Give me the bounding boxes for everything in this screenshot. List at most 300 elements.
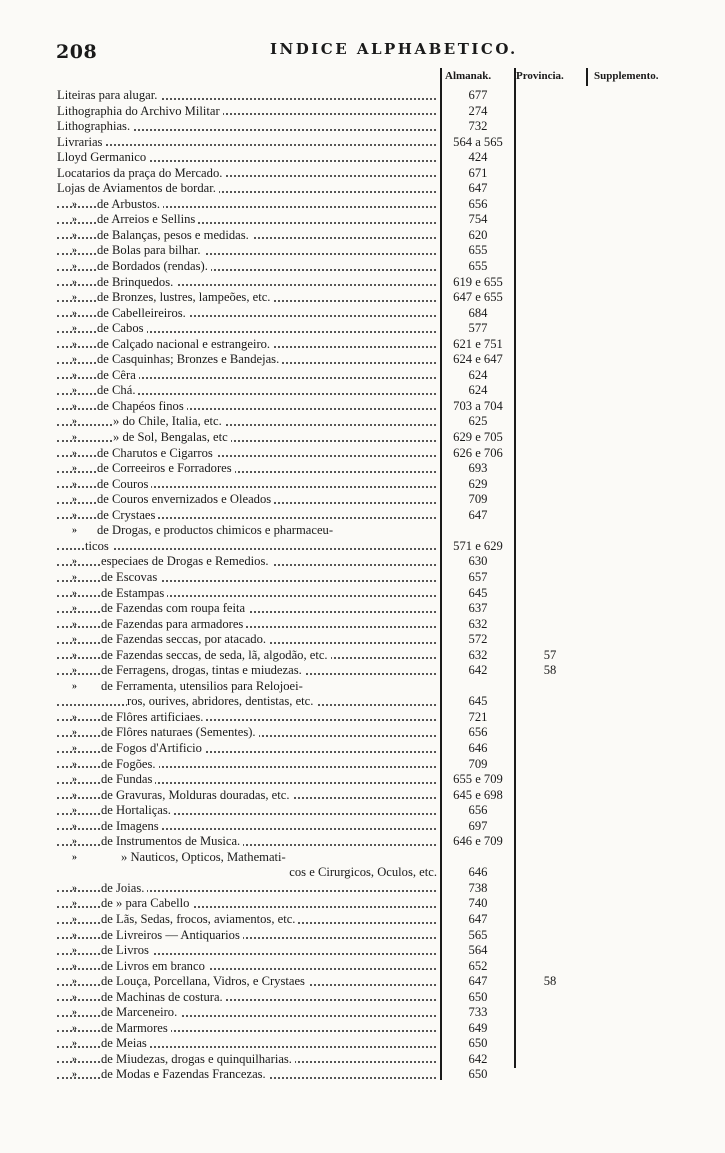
ditto-mark: » bbox=[72, 1007, 77, 1019]
almanak-page: 632 bbox=[468, 647, 488, 662]
provincia-page: 58 bbox=[543, 974, 557, 989]
entry-text: de Casquinhas; Bronzes e Bandejas. bbox=[97, 352, 282, 366]
entry-text: Lloyd Germanico bbox=[57, 150, 149, 164]
ditto-mark: » bbox=[72, 525, 77, 537]
ditto-mark: » bbox=[72, 1022, 77, 1034]
index-row bbox=[0, 648, 725, 664]
entry-text: de Meias bbox=[101, 1036, 150, 1050]
index-row bbox=[0, 337, 725, 353]
almanak-page: 754 bbox=[468, 212, 488, 227]
almanak-page: 656 bbox=[468, 725, 488, 740]
index-row bbox=[0, 212, 725, 228]
entry-label bbox=[57, 150, 440, 166]
ditto-mark: » bbox=[72, 463, 77, 475]
entry-text: de Estampas bbox=[101, 586, 167, 600]
entry-label bbox=[57, 243, 440, 259]
index-row bbox=[0, 150, 725, 166]
index-row bbox=[0, 601, 725, 617]
almanak-page: 697 bbox=[468, 818, 488, 833]
almanak-page: 564 bbox=[468, 943, 488, 958]
entry-text: de Chapéos finos bbox=[97, 399, 187, 413]
entry-text: de Fogões. bbox=[101, 757, 159, 771]
entry-label bbox=[57, 881, 440, 897]
entry-label bbox=[57, 88, 440, 104]
entry-label bbox=[57, 788, 440, 804]
ditto-mark: » bbox=[72, 369, 77, 381]
entry-label bbox=[57, 135, 440, 151]
ditto-mark: » bbox=[72, 960, 77, 972]
running-title: INDICE ALPHABETICO. bbox=[270, 40, 518, 58]
ditto-mark: » bbox=[72, 509, 77, 521]
entry-label bbox=[57, 850, 440, 866]
entry-text: de Fazendas seccas, de seda, lã, algodão, etc. bbox=[101, 648, 331, 662]
almanak-page: 650 bbox=[468, 1067, 488, 1082]
entry-label bbox=[57, 197, 440, 213]
entry-label bbox=[57, 694, 440, 710]
entry-text: de Bordados (rendas). bbox=[97, 259, 211, 273]
index-row bbox=[0, 259, 725, 275]
index-row bbox=[0, 896, 725, 912]
almanak-page: 677 bbox=[468, 88, 488, 102]
almanak-page: 657 bbox=[468, 569, 488, 584]
entry-text: de Louça, Porcellana, Vidros, e Crystaes bbox=[101, 974, 308, 988]
almanak-page: 577 bbox=[468, 321, 488, 336]
ditto-mark: » bbox=[72, 478, 77, 490]
entry-text: de Cêra bbox=[97, 368, 139, 382]
entry-label bbox=[57, 990, 440, 1006]
ditto-mark: » bbox=[72, 929, 77, 941]
entry-label bbox=[57, 477, 440, 493]
almanak-page: 645 bbox=[468, 694, 488, 709]
almanak-page: 642 bbox=[468, 663, 488, 678]
entry-label bbox=[57, 414, 440, 430]
entry-label bbox=[57, 772, 440, 788]
entry-label bbox=[57, 539, 440, 555]
almanak-page: 621 e 751 bbox=[453, 336, 503, 351]
entry-label bbox=[57, 648, 440, 664]
almanak-page: 619 e 655 bbox=[453, 274, 503, 289]
almanak-page: 671 bbox=[468, 165, 488, 180]
index-row bbox=[0, 710, 725, 726]
entry-label bbox=[57, 383, 440, 399]
column-header-provincia: Provincia. bbox=[516, 70, 564, 82]
ditto-mark: » bbox=[72, 276, 77, 288]
entry-label bbox=[57, 212, 440, 228]
provincia-page: 58 bbox=[543, 663, 557, 678]
index-row bbox=[0, 1021, 725, 1037]
index-row bbox=[0, 881, 725, 897]
ditto-mark: » bbox=[72, 323, 77, 335]
entry-text: de Modas e Fazendas Francezas. bbox=[101, 1067, 269, 1081]
entry-label bbox=[57, 181, 440, 197]
entry-text: de Bronzes, lustres, lampeões, etc. bbox=[97, 290, 273, 304]
almanak-page: 424 bbox=[468, 150, 488, 165]
index-row bbox=[0, 679, 725, 695]
page-number: 208 bbox=[56, 41, 98, 63]
entry-label bbox=[57, 865, 440, 881]
ditto-mark: » bbox=[72, 556, 77, 568]
entry-label bbox=[57, 290, 440, 306]
entry-text: de Joias. bbox=[101, 881, 147, 895]
almanak-page: 647 bbox=[468, 507, 488, 522]
provincia-page: 57 bbox=[543, 647, 557, 662]
entry-text: de Balanças, pesos e medidas. bbox=[97, 228, 252, 242]
entry-text: de Arreios e Sellins bbox=[97, 212, 198, 226]
index-row bbox=[0, 166, 725, 182]
entry-label bbox=[57, 461, 440, 477]
entry-text: de Bolas para bilhar. bbox=[97, 243, 204, 257]
almanak-page: 684 bbox=[468, 305, 488, 320]
entry-text: de Couros bbox=[97, 477, 151, 491]
index-row bbox=[0, 446, 725, 462]
almanak-page: 625 bbox=[468, 414, 488, 429]
index-row bbox=[0, 275, 725, 291]
entry-text: de Fazendas para armadores bbox=[101, 617, 246, 631]
entry-label bbox=[57, 275, 440, 291]
entry-label bbox=[57, 679, 440, 695]
index-row bbox=[0, 539, 725, 555]
entry-text: de Charutos e Cigarros bbox=[97, 446, 216, 460]
index-row bbox=[0, 321, 725, 337]
entry-text: » do Chile, Italia, etc. bbox=[113, 414, 225, 428]
ditto-mark: » bbox=[72, 742, 77, 754]
entry-text: de Livreiros — Antiquarios bbox=[101, 928, 243, 942]
ditto-mark: » bbox=[72, 385, 77, 397]
ditto-mark: » bbox=[72, 774, 77, 786]
entry-text: » de Sol, Bengalas, etc bbox=[113, 430, 231, 444]
index-row bbox=[0, 523, 725, 539]
index-row bbox=[0, 803, 725, 819]
entry-label bbox=[57, 430, 440, 446]
entry-label bbox=[57, 601, 440, 617]
entry-label bbox=[57, 104, 440, 120]
almanak-page: 709 bbox=[468, 756, 488, 771]
almanak-page: 703 a 704 bbox=[453, 398, 503, 413]
ditto-mark: » bbox=[72, 292, 77, 304]
entry-label bbox=[57, 896, 440, 912]
entry-label bbox=[57, 1052, 440, 1068]
index-row bbox=[0, 477, 725, 493]
ditto-mark: » bbox=[72, 1069, 77, 1081]
entry-text: de Arbustos. bbox=[97, 197, 163, 211]
ditto-mark: » bbox=[72, 603, 77, 615]
entry-text: de Marceneiro. bbox=[101, 1005, 180, 1019]
index-row bbox=[0, 1036, 725, 1052]
almanak-page: 646 e 709 bbox=[453, 834, 503, 849]
ditto-mark: » bbox=[72, 711, 77, 723]
entry-text: de Gravuras, Molduras douradas, etc. bbox=[101, 788, 293, 802]
entry-text: de Livros em branco bbox=[101, 959, 208, 973]
index-row bbox=[0, 943, 725, 959]
entry-text: de Flôres artificiaes. bbox=[101, 710, 206, 724]
almanak-page: 732 bbox=[468, 119, 488, 134]
entry-label bbox=[57, 492, 440, 508]
index-row bbox=[0, 290, 725, 306]
index-row bbox=[0, 508, 725, 524]
ditto-mark: » bbox=[72, 913, 77, 925]
entry-label bbox=[57, 725, 440, 741]
almanak-page: 652 bbox=[468, 958, 488, 973]
index-row bbox=[0, 492, 725, 508]
index-row bbox=[0, 725, 725, 741]
ditto-mark: » bbox=[72, 338, 77, 350]
entry-label bbox=[57, 508, 440, 524]
index-row bbox=[0, 1067, 725, 1083]
index-row bbox=[0, 617, 725, 633]
entry-label bbox=[57, 1005, 440, 1021]
index-row bbox=[0, 974, 725, 990]
index-row bbox=[0, 570, 725, 586]
almanak-page: 642 bbox=[468, 1051, 488, 1066]
entry-text: Lithographia do Archivo Militar bbox=[57, 104, 223, 118]
index-row bbox=[0, 430, 725, 446]
index-row bbox=[0, 663, 725, 679]
almanak-page: 647 bbox=[468, 911, 488, 926]
ditto-mark: » bbox=[72, 400, 77, 412]
ditto-mark: » bbox=[72, 649, 77, 661]
almanak-page: 738 bbox=[468, 880, 488, 895]
entry-label bbox=[57, 446, 440, 462]
ditto-mark: » bbox=[72, 447, 77, 459]
entry-text: ros, ourives, abridores, dentistas, etc. bbox=[127, 694, 316, 708]
entry-label bbox=[57, 337, 440, 353]
almanak-page: 647 e 655 bbox=[453, 290, 503, 305]
index-row bbox=[0, 554, 725, 570]
entry-text: de Fazendas com roupa feita bbox=[101, 601, 248, 615]
entry-text: de Drogas, e productos chimicos e pharmaceu- bbox=[97, 523, 336, 537]
index-row bbox=[0, 104, 725, 120]
entry-text: de Crystaes bbox=[97, 508, 158, 522]
entry-text: de Ferramenta, utensilios para Relojoei- bbox=[101, 679, 306, 693]
ditto-mark: » bbox=[72, 214, 77, 226]
entry-label bbox=[57, 1021, 440, 1037]
ditto-mark: » bbox=[72, 229, 77, 241]
almanak-page: 709 bbox=[468, 492, 488, 507]
entry-label bbox=[57, 352, 440, 368]
entry-label bbox=[57, 819, 440, 835]
ditto-mark: » bbox=[72, 882, 77, 894]
almanak-page: 655 bbox=[468, 259, 488, 274]
almanak-page: 645 bbox=[468, 585, 488, 600]
entry-text: de Fazendas seccas, por atacado. bbox=[101, 632, 269, 646]
index-row bbox=[0, 850, 725, 866]
almanak-page: 645 e 698 bbox=[453, 787, 503, 802]
column-header-supplemento: Supplemento. bbox=[594, 70, 659, 82]
entry-label bbox=[57, 617, 440, 633]
ditto-mark: » bbox=[72, 851, 77, 863]
almanak-page: 740 bbox=[468, 896, 488, 911]
index-row bbox=[0, 383, 725, 399]
ditto-mark: » bbox=[72, 198, 77, 210]
index-row bbox=[0, 197, 725, 213]
entry-text: de Fogos d'Artificio bbox=[101, 741, 205, 755]
ditto-mark: » bbox=[72, 680, 77, 692]
almanak-page: 624 bbox=[468, 367, 488, 382]
index-row bbox=[0, 306, 725, 322]
almanak-page: 647 bbox=[468, 181, 488, 196]
almanak-page: 650 bbox=[468, 989, 488, 1004]
entry-label bbox=[57, 306, 440, 322]
entry-text: Locatarios da praça do Mercado. bbox=[57, 166, 225, 180]
ditto-mark: » bbox=[72, 416, 77, 428]
entry-label bbox=[57, 834, 440, 850]
ditto-mark: » bbox=[72, 618, 77, 630]
almanak-page: 656 bbox=[468, 803, 488, 818]
entry-text: de Ferragens, drogas, tintas e miudezas. bbox=[101, 663, 305, 677]
almanak-page: 565 bbox=[468, 927, 488, 942]
index-row bbox=[0, 228, 725, 244]
entry-label bbox=[57, 399, 440, 415]
almanak-page: 721 bbox=[468, 709, 488, 724]
almanak-page: 629 e 705 bbox=[453, 430, 503, 445]
entry-text: de Livros bbox=[101, 943, 152, 957]
index-row bbox=[0, 1052, 725, 1068]
index-row bbox=[0, 1005, 725, 1021]
ditto-mark: » bbox=[72, 494, 77, 506]
ditto-mark: » bbox=[72, 665, 77, 677]
index-row bbox=[0, 912, 725, 928]
entry-text: de » para Cabello bbox=[101, 896, 192, 910]
entry-text: de Miudezas, drogas e quinquilharias. bbox=[101, 1052, 295, 1066]
ditto-mark: » bbox=[72, 354, 77, 366]
entry-text: de Marmores bbox=[101, 1021, 171, 1035]
ditto-mark: » bbox=[72, 307, 77, 319]
entry-text: de Calçado nacional e estrangeiro. bbox=[97, 337, 273, 351]
almanak-page: 274 bbox=[468, 103, 488, 118]
entry-text: de Imagens bbox=[101, 819, 162, 833]
index-row bbox=[0, 243, 725, 259]
entry-label bbox=[57, 166, 440, 182]
ditto-mark: » bbox=[72, 805, 77, 817]
almanak-page: 632 bbox=[468, 616, 488, 631]
index-row bbox=[0, 788, 725, 804]
index-row bbox=[0, 741, 725, 757]
ditto-mark: » bbox=[72, 245, 77, 257]
almanak-page: 626 e 706 bbox=[453, 445, 503, 460]
entry-label bbox=[57, 663, 440, 679]
index-row bbox=[0, 586, 725, 602]
index-row bbox=[0, 757, 725, 773]
almanak-page: 630 bbox=[468, 554, 488, 569]
entry-label bbox=[57, 570, 440, 586]
entry-label bbox=[57, 1067, 440, 1083]
entry-text: de Lãs, Sedas, frocos, aviamentos, etc. bbox=[101, 912, 298, 926]
almanak-page: 655 bbox=[468, 243, 488, 258]
entry-text: de Instrumentos de Musica. bbox=[101, 834, 243, 848]
almanak-page: 646 bbox=[468, 740, 488, 755]
ditto-mark: » bbox=[72, 945, 77, 957]
almanak-page: 564 a 565 bbox=[453, 134, 503, 149]
entry-text: Lithographias. bbox=[57, 119, 133, 133]
index-row bbox=[0, 414, 725, 430]
entry-label bbox=[57, 523, 440, 539]
entry-label bbox=[57, 943, 440, 959]
ditto-mark: » bbox=[72, 976, 77, 988]
column-rule-3 bbox=[586, 68, 588, 86]
entry-label bbox=[57, 912, 440, 928]
ditto-mark: » bbox=[72, 758, 77, 770]
entry-label bbox=[57, 974, 440, 990]
index-row bbox=[0, 772, 725, 788]
ditto-mark: » bbox=[72, 789, 77, 801]
entry-text: especiaes de Drogas e Remedios. bbox=[101, 554, 272, 568]
ditto-mark: » bbox=[72, 587, 77, 599]
entry-text: de Chá. bbox=[97, 383, 138, 397]
entry-text: Lojas de Aviamentos de bordar. bbox=[57, 181, 219, 195]
ditto-mark: » bbox=[72, 820, 77, 832]
entry-text: de Correeiros e Forradores bbox=[97, 461, 235, 475]
index-row bbox=[0, 819, 725, 835]
index-row bbox=[0, 181, 725, 197]
ditto-mark: » bbox=[72, 836, 77, 848]
ditto-mark: » bbox=[72, 634, 77, 646]
index-row bbox=[0, 352, 725, 368]
entry-label bbox=[57, 741, 440, 757]
index-row bbox=[0, 834, 725, 850]
entry-text: de Hortaliças. bbox=[101, 803, 174, 817]
almanak-page: 693 bbox=[468, 461, 488, 476]
index-row bbox=[0, 694, 725, 710]
entry-label bbox=[57, 119, 440, 135]
almanak-page: 655 e 709 bbox=[453, 772, 503, 787]
index-row bbox=[0, 368, 725, 384]
almanak-page: 624 bbox=[468, 383, 488, 398]
ditto-mark: » bbox=[72, 991, 77, 1003]
almanak-page: 629 bbox=[468, 476, 488, 491]
column-header-almanak: Almanak. bbox=[445, 70, 492, 82]
entry-label bbox=[57, 228, 440, 244]
entry-text: de Flôres naturaes (Sementes). bbox=[101, 725, 259, 739]
entry-label bbox=[57, 368, 440, 384]
almanak-page: 637 bbox=[468, 601, 488, 616]
entry-text: de Couros envernizados e Oleados bbox=[97, 492, 274, 506]
ditto-mark: » bbox=[72, 261, 77, 273]
almanak-page: 647 bbox=[468, 974, 488, 989]
entry-text: de Fundas bbox=[101, 772, 155, 786]
ditto-mark: » bbox=[72, 432, 77, 444]
entry-text: de Cabelleireiros. bbox=[97, 306, 189, 320]
entry-label bbox=[57, 959, 440, 975]
entry-label bbox=[57, 586, 440, 602]
almanak-page: 656 bbox=[468, 196, 488, 211]
index-row bbox=[0, 135, 725, 151]
index-row bbox=[0, 865, 725, 881]
index-row bbox=[0, 928, 725, 944]
entry-label bbox=[57, 803, 440, 819]
entry-text: de Brinquedos. bbox=[97, 275, 176, 289]
entry-text: de Machinas de costura. bbox=[101, 990, 226, 1004]
almanak-page: 620 bbox=[468, 227, 488, 242]
almanak-page: 649 bbox=[468, 1020, 488, 1035]
entry-label bbox=[57, 259, 440, 275]
index-row bbox=[0, 399, 725, 415]
entry-text: de Escovas bbox=[101, 570, 160, 584]
entry-label bbox=[57, 1036, 440, 1052]
almanak-page: 646 bbox=[468, 865, 488, 880]
entry-label bbox=[57, 757, 440, 773]
entry-label bbox=[57, 321, 440, 337]
ditto-mark: » bbox=[72, 571, 77, 583]
ditto-mark: » bbox=[72, 1053, 77, 1065]
index-row bbox=[0, 88, 725, 104]
index-entries bbox=[0, 88, 725, 1083]
almanak-page: 571 e 629 bbox=[453, 538, 503, 553]
entry-label bbox=[57, 632, 440, 648]
index-row bbox=[0, 119, 725, 135]
index-row bbox=[0, 632, 725, 648]
entry-label bbox=[57, 554, 440, 570]
entry-text: de Cabos bbox=[97, 321, 147, 335]
